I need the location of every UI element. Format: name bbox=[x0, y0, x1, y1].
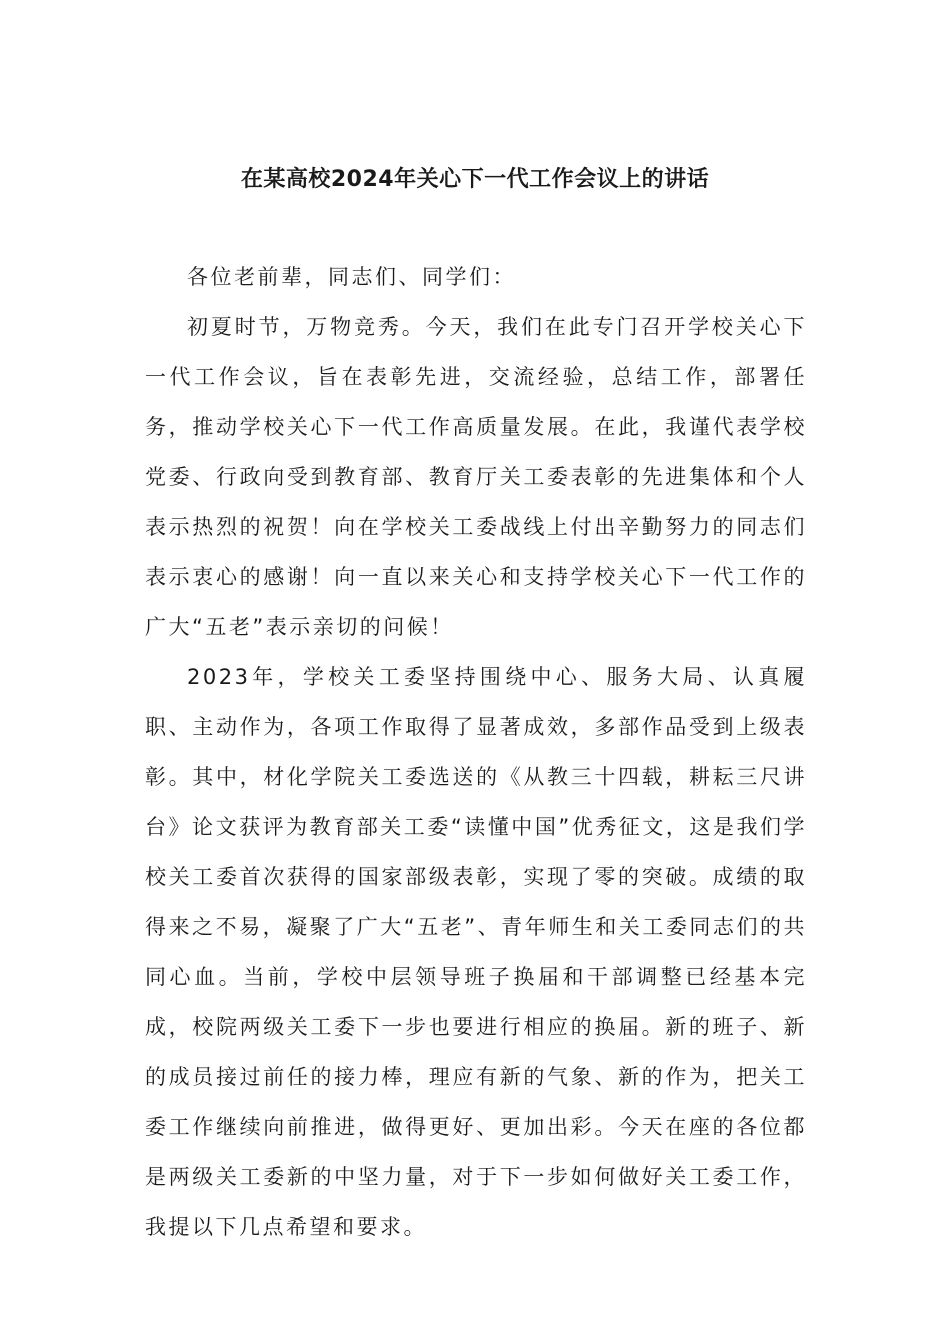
document-body bbox=[145, 252, 807, 1252]
document-title: 在某高校2024年关心下一代工作会议上的讲话 bbox=[240, 167, 710, 192]
paragraph-greeting: 各位老前辈，同志们、同学们： bbox=[187, 265, 516, 289]
paragraph-opening: 初夏时节，万物竞秀。今天，我们在此专门召开学校关心下一代工作会议，旨在表彰先进，交流经验，总结工作，部署任务，推动学校关心下一代工作高质量发展。在此，我谨代表学校党委、行政向受到教育部、教育厅关工委表彰的先进集体和个人表示热烈的祝贺！向在学校关工委战线上付出辛勤努力的同志们表示衷心的感谢！向一直以来关心和支持学校关心下一代工作的广大“五老”表示亲切的问候！ bbox=[145, 315, 807, 639]
paragraph-review-2023: 2023年，学校关工委坚持围绕中心、服务大局、认真履职、主动作为，各项工作取得了显著成效，多部作品受到上级表彰。其中，材化学院关工委选送的《从教三十四载，耕耘三尺讲台》论文获评为教育部关工委“读懂中国”优秀征文，这是我们学校关工委首次获得的国家部级表彰，实现了零的突破。成绩的取得来之不易，凝聚了广大“五老”、青年师生和关工委同志们的共同心血。当前，学校中层领导班子换届和干部调整已经基本完成，校院两级关工委下一步也要进行相应的换届。新的班子、新的成员接过前任的接力棒，理应有新的气象、新的作为，把关工委工作继续向前推进，做得更好、更加出彩。今天在座的各位都是两级关工委新的中坚力量，对于下一步如何做好关工委工作，我提以下几点希望和要求。 bbox=[145, 665, 807, 1239]
